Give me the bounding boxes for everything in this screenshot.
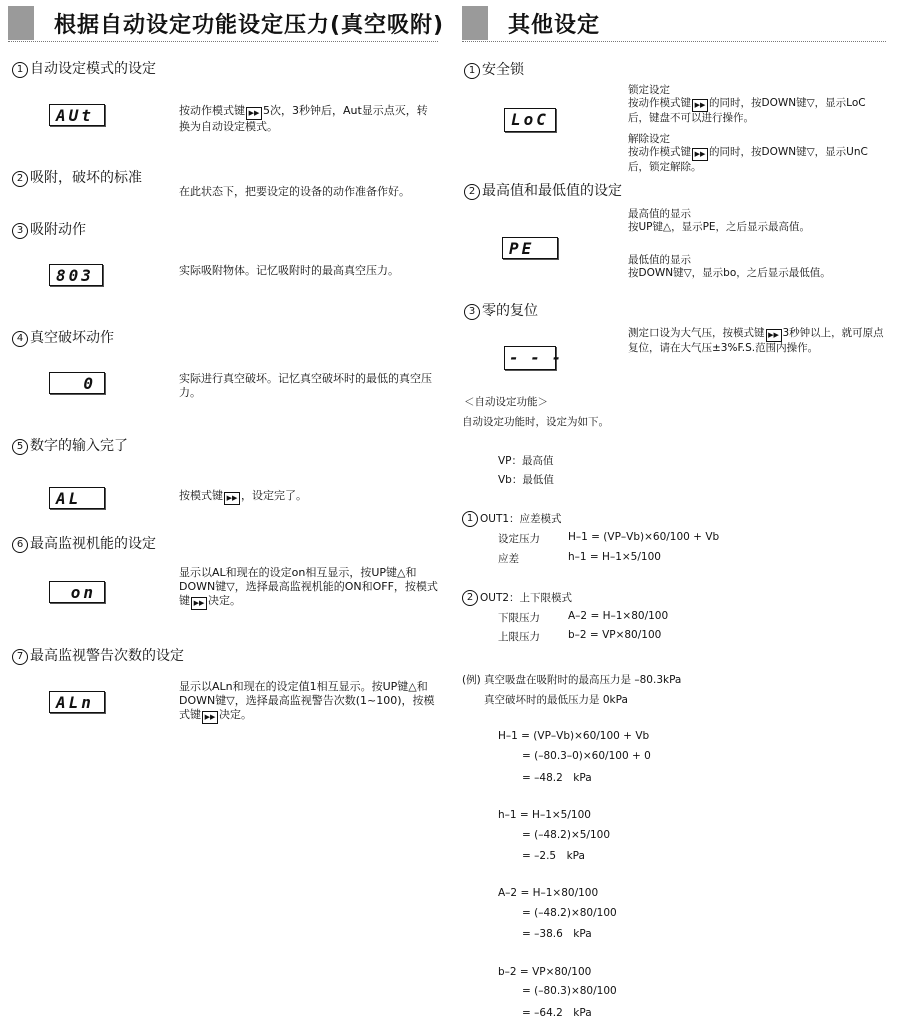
vb-label: Vb：最低值 <box>498 474 554 486</box>
right-section-2-title: 2 最高值和最低值的设定 <box>464 180 622 200</box>
header-bar <box>462 6 488 40</box>
lcd-display: on <box>49 581 105 603</box>
out2-title: 2 OUT2：上下限模式 <box>462 590 572 606</box>
out2-label-2: 上限压力 <box>498 631 540 643</box>
header-rule <box>462 41 886 42</box>
section-4-desc: 实际进行真空破坏。记忆真空破坏时的最低的真空压力。 <box>179 372 432 399</box>
header-rule <box>8 41 438 42</box>
lcd-display: ALn <box>49 691 105 713</box>
out1-label-1: 设定压力 <box>498 533 540 545</box>
section-2-title: 2 吸附，破坏的标准 <box>12 167 142 187</box>
section-3-desc: 实际吸附物体。记忆吸附时的最高真空压力。 <box>179 264 399 277</box>
lcd-display: 803 <box>49 264 103 286</box>
calc-line: = (–80.3)×80/100 <box>522 985 617 997</box>
mode-key-icon: ▶▶ <box>191 597 207 610</box>
mode-key-icon: ▶▶ <box>202 711 218 724</box>
left-header <box>8 6 445 40</box>
unlock-desc: 解除设定 按动作模式键 ▶▶ 的同时，按DOWN键▽，显示UnC后，锁定解除。 <box>628 133 868 173</box>
out1-formula-1: H–1 = (VP–Vb)×60/100 + Vb <box>568 531 720 543</box>
lcd-display: LoC <box>504 108 556 132</box>
header-bar <box>8 6 34 40</box>
auto-heading: ＜自动设定功能＞ <box>464 396 548 408</box>
calc-line: = –48.2 kPa <box>522 772 592 784</box>
vp-label: VP：最高值 <box>498 455 554 467</box>
zero-reset-desc: 测定口设为大气压，按模式键 ▶▶ 3秒钟以上，就可原点复位，请在大气压±3%F.S.范围内操作。 <box>628 327 884 354</box>
calc-line: = (–48.2)×80/100 <box>522 907 617 919</box>
mode-key-icon: ▶▶ <box>224 492 240 505</box>
mode-key-icon: ▶▶ <box>246 107 262 120</box>
calc-line: = (–48.2)×5/100 <box>522 829 611 841</box>
out1-label-2: 应差 <box>498 553 519 565</box>
calc-line: = –64.2 kPa <box>522 1007 592 1019</box>
auto-intro: 自动设定功能时，设定为如下。 <box>462 416 609 428</box>
example-line-2: 真空破坏时的最低压力是 0kPa <box>484 694 628 706</box>
calc-line: H–1 = (VP–Vb)×60/100 + Vb <box>498 730 650 742</box>
section-7-desc: 显示以ALn和现在的设定值1相互显示。按UP键△和DOWN键▽，选择最高监视警告次数(1~100)，按模式键 ▶▶ 决定。 <box>179 680 439 724</box>
section-4-title: 4 真空破坏动作 <box>12 327 114 347</box>
calc-line: = –38.6 kPa <box>522 928 592 940</box>
lcd-display: - - - <box>504 346 556 370</box>
section-6-title: 6 最高监视机能的设定 <box>12 533 156 553</box>
out1-formula-2: h–1 = H–1×5/100 <box>568 551 661 563</box>
out2-formula-1: A–2 = H–1×80/100 <box>568 610 669 622</box>
lcd-display: AL <box>49 487 105 509</box>
max-desc: 最高值的显示 按UP键△，显示PE，之后显示最高值。 <box>628 208 811 233</box>
example-line-1: (例) 真空吸盘在吸附时的最高压力是 –80.3kPa <box>462 674 682 686</box>
section-6-desc: 显示以AL和现在的设定on相互显示，按UP键△和DOWN键▽，选择最高监视机能的ON和OFF，按模式键 ▶▶ 决定。 <box>179 566 439 610</box>
calc-line: A–2 = H–1×80/100 <box>498 887 599 899</box>
calc-line: h–1 = H–1×5/100 <box>498 809 591 821</box>
mode-key-icon: ▶▶ <box>692 148 708 161</box>
right-section-1-title: 1 安全锁 <box>464 59 524 79</box>
calc-line: = (–80.3–0)×60/100 + 0 <box>522 750 651 762</box>
section-7-title: 7 最高监视警告次数的设定 <box>12 645 184 665</box>
out2-formula-2: b–2 = VP×80/100 <box>568 629 662 641</box>
right-title: 其他设定 <box>508 13 601 38</box>
section-5-title: 5 数字的输入完了 <box>12 435 128 455</box>
lock-desc: 锁定设定 按动作模式键 ▶▶ 的同时，按DOWN键▽，显示LoC后，键盘不可以进行操作。 <box>628 84 866 124</box>
lcd-display: AUt <box>49 104 105 126</box>
right-section-3-title: 3 零的复位 <box>464 300 538 320</box>
section-1-desc: 按动作模式键 ▶▶ 5次，3秒钟后，Aut显示点灭，转换为自动设定模式。 <box>179 104 428 133</box>
left-title: 根据自动设定功能设定压力(真空吸附) <box>54 13 445 38</box>
section-2-desc: 在此状态下，把要设定的设备的动作准备作好。 <box>179 185 410 198</box>
mode-key-icon: ▶▶ <box>766 329 782 342</box>
section-1-title: 1 自动设定模式的设定 <box>12 58 156 78</box>
section-3-title: 3 吸附动作 <box>12 219 86 239</box>
right-header <box>462 6 886 40</box>
mode-key-icon: ▶▶ <box>692 99 708 112</box>
lcd-display: 0 <box>49 372 105 394</box>
lcd-display: PE <box>502 237 558 259</box>
min-desc: 最低值的显示 按DOWN键▽，显示bo，之后显示最低值。 <box>628 254 831 279</box>
calc-line: b–2 = VP×80/100 <box>498 966 592 978</box>
section-5-desc: 按模式键 ▶▶ ，设定完了。 <box>179 489 435 505</box>
calc-line: = –2.5 kPa <box>522 850 585 862</box>
out2-label-1: 下限压力 <box>498 612 540 624</box>
out1-title: 1 OUT1：应差模式 <box>462 511 562 527</box>
